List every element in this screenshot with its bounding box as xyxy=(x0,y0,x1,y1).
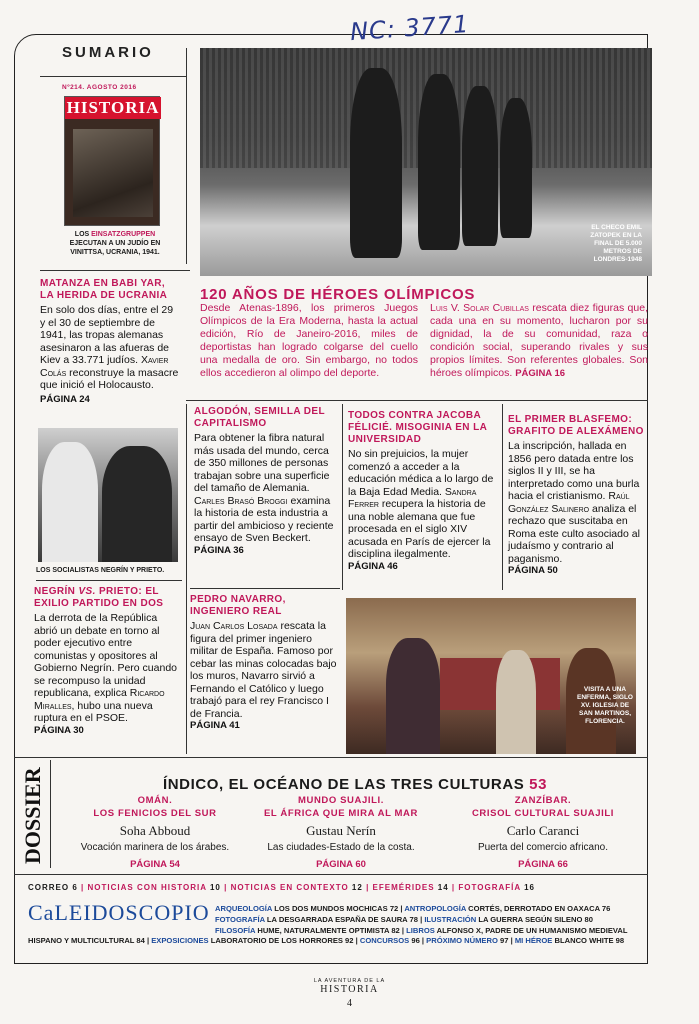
runner-4 xyxy=(500,98,532,238)
cover-masthead: HISTORIA xyxy=(66,98,160,117)
felicie-title: TODOS CONTRA JACOBA FÉLICIÉ. MISOGINIA EN LA UNIVERSIDAD xyxy=(348,410,487,445)
painting-figure-1 xyxy=(386,638,440,754)
blasfemo-page[interactable]: PÁGINA 50 xyxy=(508,565,558,576)
runner-1 xyxy=(350,68,402,258)
olympics-left-text: Desde Atenas-1896, los primeros Juegos Olímpicos de la Era Moderna, hasta la actual edición, Río de Janeiro-2016, miles de deportistas han logrado colgarse del cuello una medalla de oro. Sin embargo, no todos ellos accedieron al olimpo del deporte. xyxy=(200,302,418,379)
rule xyxy=(14,874,648,875)
negrin-prieto-photo[interactable] xyxy=(38,428,178,562)
rule xyxy=(186,400,648,401)
navarro-text: Juan Carlos Losada rescata la figura del primer ingeniero militar de España. Famoso por cebar las minas colocadas bajo los muros, Navarro sirvió a Fernando el Católico y luego trabajó para el rey Francisco I de Francia. xyxy=(190,620,337,720)
dossier-title: ÍNDICO, EL OCÉANO DE LAS TRES CULTURAS 53 xyxy=(162,776,548,793)
dossier-label xyxy=(18,760,46,868)
painting-caption: VISITA A UNA ENFERMA, SIGLO XV. IGLESIA DE SAN MARTINOS, FLORENCIA. xyxy=(577,686,633,725)
col-divider xyxy=(502,404,503,590)
sumario-heading: SUMARIO xyxy=(62,44,154,61)
dossier-divider xyxy=(50,760,51,868)
algodon-title: ALGODÓN, SEMILLA DEL CAPITALISMO xyxy=(194,406,325,429)
header-divider xyxy=(186,48,187,264)
dossier-item-zanzibar[interactable]: ZANZÍBAR. CRISOL CULTURAL SUAJILI Carlo Caranci Puerta del comercio africano. PÁGINA 66 xyxy=(471,795,615,870)
figure-dark-suit xyxy=(102,446,172,562)
painting-photo[interactable] xyxy=(346,598,636,754)
navarro-page[interactable]: PÁGINA 41 xyxy=(190,720,240,731)
olympics-photo-caption: EL CHECO EMIL ZATOPEK EN LA FINAL DE 5.000 METROS DE LONDRES-1948 xyxy=(590,224,642,263)
nav-fotografia[interactable]: FOTOGRAFÍA 16 xyxy=(458,883,535,892)
figure-white-suit xyxy=(42,442,98,562)
nav-noticias-historia[interactable]: NOTICIAS CON HISTORIA 10 xyxy=(87,883,221,892)
rule xyxy=(36,580,182,581)
negrin-article xyxy=(34,586,180,736)
runner-2 xyxy=(418,74,460,250)
bw-photo-caption: LOS SOCIALISTAS NEGRÍN Y PRIETO. xyxy=(36,567,165,574)
col-divider xyxy=(186,404,187,754)
babi-yar-page[interactable]: PÁGINA 24 xyxy=(40,393,90,405)
footer xyxy=(0,978,699,1009)
felicie-text: No sin prejuicios, la mujer comenzó a acceder a la educación médica a lo largo de la Baja Edad Media. Sandra Ferrer recupera la historia de una noble alemana que fue procesada en el siglo XIV acusada en París de ejercer la disciplina ilegalmente. xyxy=(348,448,494,560)
nav-noticias-contexto[interactable]: NOTICIAS EN CONTEXTO 12 xyxy=(230,883,363,892)
sumario-rule xyxy=(40,76,186,77)
rule xyxy=(40,270,190,271)
felicie-page[interactable]: PÁGINA 46 xyxy=(348,560,398,572)
dossier-item-suajili[interactable]: MUNDO SUAJILI. EL ÁFRICA QUE MIRA AL MAR Gustau Nerín Las ciudades-Estado de la costa. PÁGINA 60 xyxy=(264,795,418,870)
issue-number: Nº214. AGOSTO 2016 xyxy=(62,84,137,91)
painting-figure-2 xyxy=(496,650,536,754)
babi-yar-title: MATANZA EN BABI YAR, LA HERIDA DE UCRANIA xyxy=(40,278,168,301)
sections-nav: CORREO 6 | NOTICIAS CON HISTORIA 10 | NOTICIAS EN CONTEXTO 12 | EFEMÉRIDES 14 | FOTOGRAFÍA 16 xyxy=(28,883,535,892)
rule xyxy=(14,757,648,758)
blasfemo-title: EL PRIMER BLASFEMO: GRAFITO DE ALEXÁMENO xyxy=(508,414,644,437)
cover-photo xyxy=(73,129,153,217)
negrin-title: NEGRÍN VS. PRIETO: EL EXILIO PARTIDO EN DOS xyxy=(34,586,164,609)
handwritten-note: NC: 3771 xyxy=(349,9,471,47)
footer-magazine: HISTORIA xyxy=(320,984,379,995)
babi-yar-article xyxy=(40,278,180,405)
kaleidoscopio-logo: CaLEIDOSCOPIO xyxy=(28,900,210,925)
algodon-article xyxy=(194,406,340,556)
col-divider xyxy=(342,404,343,590)
olympics-right-text: Luis V. Solar Cubillas rescata diez figuras que, cada una en su momento, lucharon por su dignidad, la de su comunidad, raza o condición social, superando rivales y sus propios límites. Son referentes globales. Son héroes olímpicos. PÁGINA 16 xyxy=(430,302,648,379)
nav-correo[interactable]: CORREO 6 xyxy=(28,883,78,892)
dossier-label-text: DOSSIER xyxy=(20,767,45,864)
navarro-article xyxy=(190,594,340,731)
rule xyxy=(190,588,340,589)
magazine-cover[interactable] xyxy=(64,96,160,226)
algodon-text: Para obtener la fibra natural más usada del mundo, cerca de 350 millones de personas trabajan sobre una superficie del tamaño de Alemania. Carles Brasó Broggi examina la historia de esta industria a partir del ambicioso y reciente ensayo de Sven Beckert. xyxy=(194,432,334,544)
blasfemo-text: La inscripción, hallada en 1856 pero datada entre los siglos II y III, se ha interpretado como una burla hacia el cristianismo. Raúl González Salinero analiza el rechazo que suscitaba en Roma este culto asociado al judaísmo y contrario al paganismo. xyxy=(508,440,640,565)
blasfemo-article xyxy=(508,414,648,576)
kaleidoscopio-last-line: HISPANO Y MULTICULTURAL 84 | EXPOSICIONES LABORATORIO DE LOS HORRORES 92 | CONCURSOS 96 | PRÓXIMO NÚMERO 97 | MI HÉROE BLANCO WHITE 98 xyxy=(28,936,625,945)
navarro-title: PEDRO NAVARRO, INGENIERO REAL xyxy=(190,594,286,617)
nav-efemerides[interactable]: EFEMÉRIDES 14 xyxy=(372,883,449,892)
algodon-page[interactable]: PÁGINA 36 xyxy=(194,544,244,556)
footer-small: LA AVENTURA DE LA xyxy=(313,978,386,984)
cover-caption: LOS EINSATZGRUPPEN EJECUTAN A UN JUDÍO EN VINITTSA, UCRANIA, 1941. xyxy=(69,231,161,256)
kaleidoscopio-lines: ARQUEOLOGÍA LOS DOS MUNDOS MOCHICAS 72 | ANTROPOLOGÍA CORTÉS, DERROTADO EN OAXACA 76 FOTOGRAFÍA LA DESGARRADA ESPAÑA DE SAURA 78 | ILUSTRACIÓN LA GUERRA SEGÚN SILENO 80 FILOSOFÍA HUME, NATURALMENTE OPTIMISTA 82 | LIBROS ALFONSO X, PADRE DE UN HUMANISMO MEDIEVAL xyxy=(215,904,628,935)
runner-3 xyxy=(462,86,498,246)
olympics-title: 120 AÑOS DE HÉROES OLÍMPICOS xyxy=(200,286,476,303)
felicie-article xyxy=(348,410,498,572)
olympics-page[interactable]: PÁGINA 16 xyxy=(515,368,566,379)
page-number: 4 xyxy=(347,998,352,1009)
babi-yar-text: En solo dos días, entre el 29 y el 30 de septiembre de 1941, las tropas alemanas asesinaron a las afueras de Kiev a 33.771 judíos. Xavier Colás reconstruye la masacre que inició el Holocausto. xyxy=(40,304,179,391)
dossier-item-oman[interactable]: OMÁN. LOS FENICIOS DEL SUR Soha Abboud Vocación marinera de los árabes. PÁGINA 54 xyxy=(80,795,230,870)
negrin-text: La derrota de la República abrió un debate en torno al poder ejecutivo entre comunistas y opositores al Gobierno Negrín. Pero cuando se recompuso la unidad republicana, explica Ricardo Miralles, hubo una nueva ruptura en el PSOE. xyxy=(34,612,178,724)
negrin-page[interactable]: PÁGINA 30 xyxy=(34,724,84,736)
